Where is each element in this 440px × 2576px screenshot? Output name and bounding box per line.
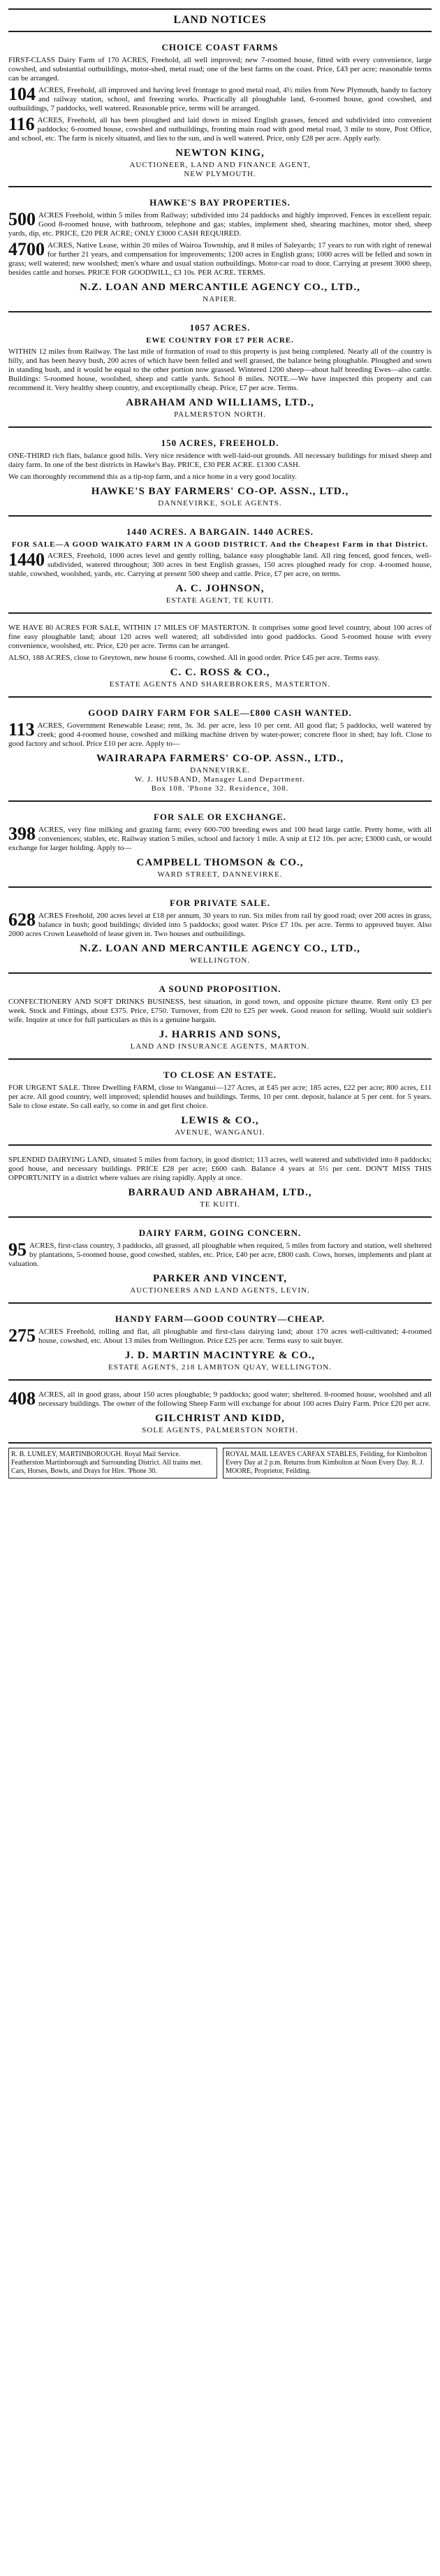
listing-body: We can thoroughly recommend this as a tip-top farm, and a nice home in a very good locality.	[8, 473, 297, 481]
agent-name: J. D. MARTIN MACINTYRE & CO.,	[124, 1350, 316, 1361]
listing-body: ONE-THIRD rich flats, balance good hills. Very nice residence with well-laid-out grounds. All necessary buildings for mixed sheep and dairy farm. In one of the best districts in Hawke's Bay. PRICE, £30 PER ACRE. £1300 CASH.	[8, 452, 432, 469]
acreage-number: 95	[8, 1239, 27, 1260]
agent-address: W. J. HUSBAND, Manager Land Department.	[134, 775, 306, 784]
listing-body: ACRES Freehold, within 5 miles from Railway; subdivided into 24 paddocks and highly improved. Fences in excellent repair. Good 8-roomed house, with bathroom, telephone and gas; stables, implement shed, shearing machines, motor shed, sheep yards, dip, etc. PRICE, £20 PER ACRE; ONLY £3000 CASH REQUIRED.	[8, 211, 432, 238]
advertisement	[8, 618, 432, 692]
listing-body: ACRES, Freehold, 1000 acres level and gently rolling, balance easy ploughable land. All ring fenced, good fences, well-subdivided, watered throughout; 300 acres in best English grasses, 150 acres ploughed ready for crop. 4-roomed house, stable, cowshed, woolshed, yards, etc. Carrying at present 500 sheep and cattle. Price, £7 per acre, on terms.	[8, 552, 432, 578]
acreage-number: 4700	[8, 239, 45, 259]
agent-address: NAPIER.	[203, 295, 237, 303]
ad-title: CHOICE COAST FARMS	[161, 42, 279, 52]
ads-container	[8, 36, 432, 1438]
agent-name: HAWKE'S BAY FARMERS' CO-OP. ASSN., LTD.,	[91, 486, 349, 497]
footer-ad-left: R. B. LUMLEY, MARTINBOROUGH. Royal Mail Service. Featherston Martinborough and Surrounding District. All trains met. Cars, Horses, Bowls, and Drays for Hire. 'Phone 30.	[8, 1448, 217, 1478]
listing-text	[8, 909, 432, 939]
listing-body: ACRES, Native Lease, within 20 miles of Wairoa Township, and 8 miles of Saleyards; 17 years to run with right of renewal for further 21 years, and compensation for improvements; 1200 acres in English grass; 1000 acres will be felled and sown in grass; well watered; new woolshed; men's whare and usual station outbuildings. Motor-car road to door. Carrying at present 3000 sheep, besides cattle and horses. PRICE FOR GOODWILL, £3 10s. PER ACRE. TERMS.	[8, 241, 432, 277]
agent-name: N.Z. LOAN AND MERCANTILE AGENCY CO., LTD.,	[80, 943, 360, 954]
agent-name: PARKER AND VINCENT,	[153, 1273, 287, 1284]
listing-text	[8, 624, 432, 651]
section-divider	[8, 1058, 432, 1060]
listing-text	[8, 823, 432, 853]
ad-title: DAIRY FARM, GOING CONCERN.	[138, 1228, 302, 1238]
advertisement	[8, 1385, 432, 1438]
section-divider	[8, 515, 432, 517]
acreage-number: 104	[8, 84, 36, 104]
agent-address: NEW PLYMOUTH.	[184, 170, 256, 178]
agent-address: TE KUITI.	[200, 1200, 240, 1209]
header-rule	[8, 31, 432, 32]
agent-address: ESTATE AGENTS AND SHAREBROKERS, MASTERTON.	[109, 680, 331, 689]
agent-address: AUCTIONEERS AND LAND AGENTS, LEVIN.	[130, 1286, 310, 1295]
acreage-number: 628	[8, 909, 36, 930]
top-rule	[8, 8, 432, 10]
page-header: LAND NOTICES	[173, 14, 267, 26]
ad-title: A SOUND PROPOSITION.	[159, 984, 281, 994]
section-divider	[8, 886, 432, 888]
advertisement	[8, 192, 432, 307]
advertisement	[8, 521, 432, 608]
ad-subtitle: EWE COUNTRY FOR £7 PER ACRE.	[146, 336, 294, 345]
agent-address: LAND AND INSURANCE AGENTS, MARTON.	[130, 1042, 310, 1051]
listing-body: CONFECTIONERY AND SOFT DRINKS BUSINESS, best situation, in good town, and opposite picture theatre. Rent only £3 per week. Stock and Fittings, about £375. Price, £750. Turnover, from £20 to £25 per week. Good reason for selling. Would suit soldier's wife. Inquire at once for full particulars as this is a genuine bargain.	[8, 998, 432, 1024]
agent-address: Box 108. 'Phone 32. Residence, 308.	[151, 784, 289, 793]
agent-address: SOLE AGENTS, PALMERSTON NORTH.	[142, 1426, 298, 1434]
agent-name: CAMPBELL THOMSON & CO.,	[136, 857, 304, 868]
agent-name: LEWIS & CO.,	[181, 1115, 259, 1126]
agent-address: ESTATE AGENTS, 218 LAMBTON QUAY, WELLINGTON.	[108, 1363, 332, 1372]
listing-text	[8, 1239, 432, 1269]
ad-title: 1057 ACRES.	[189, 322, 251, 333]
footer-ad-right: ROYAL MAIL LEAVES CARFAX STABLES, Feilding, for Kimbolton Every Day at 2 p.m. Returns from Kimbolton at Noon Every Day. R. J. MOORE, Proprietor, Feilding.	[223, 1448, 432, 1478]
listing-body: FIRST-CLASS Dairy Farm of 170 ACRES, Freehold, all well improved; new 7-roomed house, fitted with every convenience, large cowshed, and substantial outbuildings, motor-shed, metal road; one of the best farms on the coast. Price, £43 per acre; reasonable terms can be arranged.	[8, 56, 432, 82]
agent-name: C. C. ROSS & CO.,	[170, 667, 270, 678]
section-divider	[8, 1144, 432, 1146]
listing-text	[8, 721, 432, 749]
advertisement	[8, 432, 432, 511]
listing-body: ACRES, Government Renewable Lease; rent, 3s. 3d. per acre, less 10 per cent. All good flat; 5 paddocks, well watered by creek; good 4-roomed house, cowshed and milking machine driven by water-power; concrete floor in shed; hay loft. Close to good factory and school. Price £10 per acre. Apply to—	[8, 721, 432, 748]
listing-text	[8, 654, 432, 663]
agent-address: DANNEVIRKE, SOLE AGENTS.	[158, 499, 282, 508]
listing-body: ACRES, first-class country, 3 paddocks, all grassed, all ploughable when required, 5 miles from factory and station, well sheltered by plantations, 5-roomed house, good cowshed, stables, etc. Price, £40 per acre, £800 cash. Cows, horses, implements and plant at valuation.	[8, 1242, 432, 1268]
listing-body: SPLENDID DAIRYING LAND, situated 5 miles from factory, in good district; 113 acres, well watered and subdivided into 8 paddocks; good house, and necessary buildings. PRICE £28 per acre; £600 cash. Balance 4 years at 5½ per cent. DON'T MISS THIS OPPORTUNITY in a district where values are rising rapidly. Apply at once.	[8, 1156, 432, 1182]
ad-title: 150 ACRES, FREEHOLD.	[161, 438, 279, 448]
ad-title: HAWKE'S BAY PROPERTIES.	[149, 197, 291, 208]
section-divider	[8, 186, 432, 187]
advertisement	[8, 978, 432, 1054]
ad-title: FOR SALE OR EXCHANGE.	[153, 812, 287, 822]
listing-text	[8, 1156, 432, 1183]
section-divider	[8, 426, 432, 428]
advertisement	[8, 892, 432, 968]
listing-text	[8, 86, 432, 113]
ad-title: GOOD DAIRY FARM FOR SALE—£800 CASH WANTED.	[88, 707, 352, 718]
newspaper-page	[8, 0, 432, 1478]
listing-text	[8, 56, 432, 83]
agent-address: WARD STREET, DANNEVIRKE.	[157, 870, 283, 879]
ad-title: 1440 ACRES. A BARGAIN. 1440 ACRES.	[126, 526, 314, 537]
listing-text	[8, 347, 432, 393]
advertisement	[8, 317, 432, 422]
advertisement	[8, 702, 432, 796]
listing-body: ACRES, Freehold, all has been ploughed and laid down in mixed English grasses, fenced and subdivided into convenient paddocks; 6-roomed house, cowshed and outbuildings, fronting main road with good metal road, 3 mile to store, Post Office, and school, etc. The farm is nicely situated, and lies to the sun, and is well watered. Price, only £28 per acre. Apply early.	[8, 116, 432, 143]
listing-body: ACRES Freehold, rolling and flat, all ploughable and first-class dairying land; about 170 acres well-cultivated; 4-roomed house, cowshed, etc. About 13 miles from Wellington. Price £25 per acre. Terms easy to suit buyer.	[38, 1327, 432, 1345]
acreage-number: 398	[8, 823, 36, 844]
agent-address: WELLINGTON.	[189, 956, 251, 965]
footer-rule	[8, 1442, 432, 1444]
listing-body: ACRES, Freehold, all improved and having level frontage to good metal road, 4½ miles from New Plymouth, handy to factory and railway station, school, and freezing works. Practically all ploughable land, 6-roomed house, good cowshed, and outbuildings, 7 paddocks, well watered. Reasonable price, terms will be arranged.	[8, 86, 432, 113]
ad-title: FOR PRIVATE SALE.	[169, 898, 271, 908]
listing-text	[8, 998, 432, 1025]
ad-title: TO CLOSE AN ESTATE.	[163, 1070, 277, 1080]
section-divider	[8, 696, 432, 698]
listing-body: WE HAVE 80 ACRES FOR SALE, WITHIN 17 MILES OF MASTERTON. It comprises some good level country, about 100 acres of fine easy ploughable land; about 120 acres well watered; all subdivided into good paddocks. Good 5-roomed house with every convenience, woolshed, etc. Price, £20 per acre. Terms can be arranged.	[8, 624, 432, 650]
acreage-number: 500	[8, 209, 36, 229]
advertisement	[8, 806, 432, 882]
ad-subtitle: FOR SALE—A GOOD WAIKATO FARM IN A GOOD DISTRICT. And the Cheapest Farm in that District.	[11, 540, 429, 549]
advertisement	[8, 1308, 432, 1375]
listing-text	[8, 1084, 432, 1111]
agent-name: WAIRARAPA FARMERS' CO-OP. ASSN., LTD.,	[96, 753, 344, 764]
section-divider	[8, 972, 432, 974]
listing-body: ALSO, 188 ACRES, close to Greytown, new house 6 rooms, cowshed. All in good order. Price £45 per acre. Terms easy.	[8, 654, 380, 662]
acreage-number: 1440	[8, 549, 45, 570]
advertisement	[8, 1222, 432, 1298]
listing-text	[8, 1390, 432, 1409]
advertisement	[8, 1064, 432, 1140]
listing-body: WITHIN 12 miles from Railway. The last mile of formation of road to this property is just being completed. Nearly all of the country is hilly, and has been heavy bush, 200 acres of which have been felled and well grassed, the balance being ploughable. Ploughed and sown in standing bush, and it would be equal to the other portion now grassed. Wintered 1200 sheep—about half breeding Ewes—also cattle. Buildings: 5-roomed house, woolshed, sheep and cattle yards. School 8 miles. NOTE.—We have inspected this property and can recommend it. Very healthy sheep country, and exceptionally cheap. Price, £7 per acre. Terms.	[8, 347, 432, 392]
agent-address: AUCTIONEER, LAND AND FINANCE AGENT,	[129, 161, 311, 169]
listing-body: FOR URGENT SALE. Three Dwelling FARM, close to Wanganui—127 Acres, at £45 per acre; 185 acres, £22 per acre; 800 acres, £11 per acre. All good country, well improved; splendid houses and buildings. Terms, 10 per cent. deposit, balance at 5 per cent. for 5 years. Sale to close estate. So call early, so come in and get first choice.	[8, 1084, 432, 1110]
acreage-number: 116	[8, 114, 35, 134]
agent-name: N.Z. LOAN AND MERCANTILE AGENCY CO., LTD.,	[80, 282, 360, 293]
agent-name: BARRAUD AND ABRAHAM, LTD.,	[128, 1187, 312, 1198]
listing-text	[8, 241, 432, 278]
footer-ads	[8, 1448, 432, 1478]
agent-name: GILCHRIST AND KIDD,	[155, 1413, 285, 1424]
section-divider	[8, 612, 432, 614]
section-divider	[8, 800, 432, 802]
listing-text	[8, 211, 432, 238]
agent-address: PALMERSTON NORTH.	[174, 410, 266, 419]
advertisement	[8, 1150, 432, 1212]
listing-text	[8, 452, 432, 470]
section-divider	[8, 1302, 432, 1304]
listing-body: ACRES, very fine milking and grazing farm; every 600-700 breeding ewes and 100 head large cattle. Pretty home, with all conveniences; stables, etc. Railway station 5 miles, school and factory 1 mile. A snip at £12 10s. per acre; £3000 cash, or would exchange for larger holding. Apply to—	[8, 826, 432, 852]
acreage-number: 113	[8, 719, 35, 740]
section-divider	[8, 1216, 432, 1218]
listing-text	[8, 1327, 432, 1346]
agent-name: A. C. JOHNSON,	[175, 583, 265, 594]
agent-address: AVENUE, WANGANUI.	[175, 1128, 265, 1137]
section-divider	[8, 311, 432, 312]
listing-text	[8, 473, 432, 482]
agent-address: DANNEVIRKE.	[190, 766, 250, 775]
agent-name: NEWTON KING,	[175, 147, 265, 159]
agent-address: ESTATE AGENT, TE KUITI.	[166, 596, 274, 605]
listing-text	[8, 116, 432, 143]
ad-title: HANDY FARM—GOOD COUNTRY—CHEAP.	[115, 1314, 325, 1324]
advertisement	[8, 36, 432, 182]
listing-body: ACRES, all in good grass, about 150 acres ploughable; 9 paddocks; good water; sheltered. 8-roomed house, woolshed and all necessary buildings. The owner of the following Sheep Farm will exchange for about 100 acres Dairy Farm. Price £20 per acre.	[38, 1390, 432, 1408]
agent-name: ABRAHAM AND WILLIAMS, LTD.,	[126, 397, 314, 408]
section-divider	[8, 1379, 432, 1381]
listing-body: ACRES Freehold, 200 acres level at £18 per annum, 30 years to run. Six miles from rail by good road; over 200 acres in grass, balance in bush; good buildings; divided into 5 paddocks; good water. Price £7 10s. per acre. Terms to approved buyer. Also 2000 acres Crown Leasehold of lease given in. Two houses and outbuildings.	[8, 912, 432, 938]
acreage-number: 275	[8, 1325, 36, 1346]
agent-name: J. HARRIS AND SONS,	[159, 1029, 281, 1040]
acreage-number: 408	[8, 1388, 36, 1409]
listing-text	[8, 549, 432, 579]
